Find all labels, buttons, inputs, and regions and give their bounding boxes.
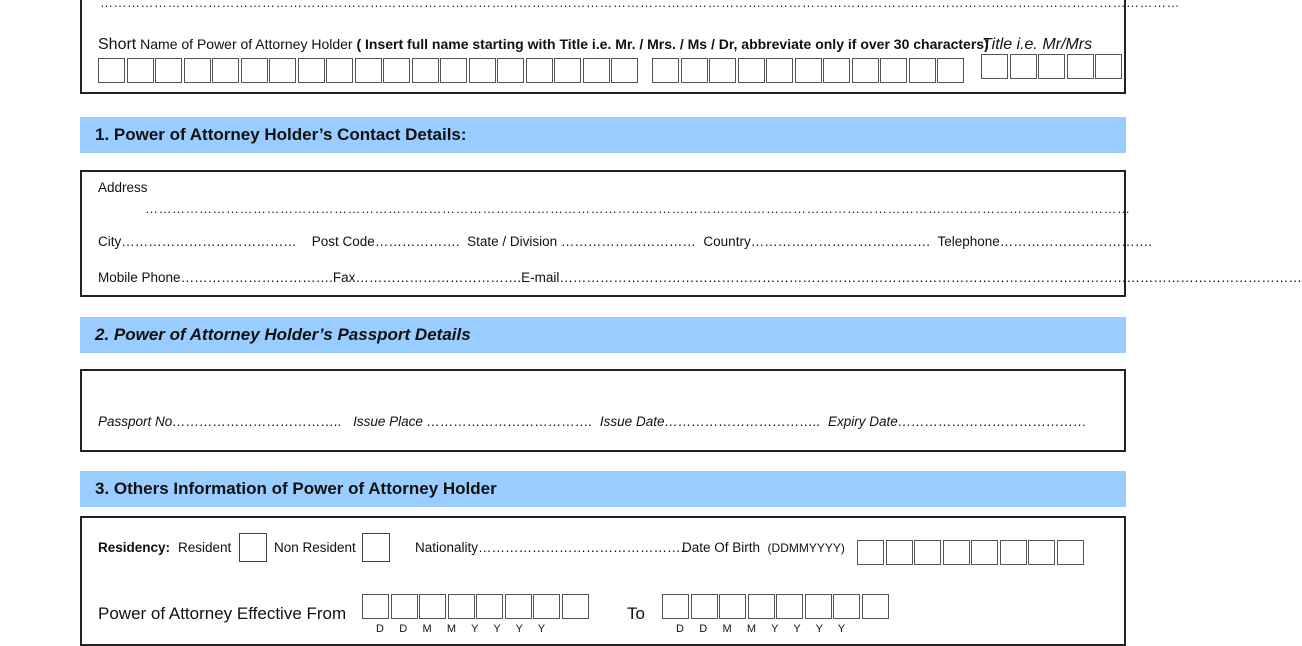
residency-label: Residency: bbox=[98, 540, 171, 555]
address-label: Address bbox=[98, 180, 148, 195]
dob-cells[interactable] bbox=[857, 540, 1085, 565]
non-resident-label: Non Resident bbox=[274, 540, 356, 555]
effective-to-cells[interactable] bbox=[662, 594, 890, 619]
short-name-cells-b[interactable] bbox=[652, 58, 966, 83]
contact-row-2: Mobile Phone…………………………….Fax……………………………….E-mail………………………………………………………………………………………………………………………………………………… bbox=[98, 270, 1302, 285]
effective-from-label: Power of Attorney Effective From bbox=[98, 604, 347, 623]
section1-heading: 1. Power of Attorney Holder’s Contact Details: bbox=[80, 117, 1126, 153]
non-resident-checkbox[interactable] bbox=[362, 533, 390, 562]
title-label: Title i.e. Mr/Mrs bbox=[982, 36, 1093, 53]
title-cells[interactable] bbox=[981, 54, 1124, 79]
resident-checkbox[interactable] bbox=[239, 533, 267, 562]
resident-label: Resident bbox=[178, 540, 232, 555]
nationality-field: Nationality……………………………………….. bbox=[415, 540, 689, 555]
section2-heading: 2. Power of Attorney Holder’s Passport Details bbox=[80, 317, 1126, 353]
passport-details-box bbox=[80, 369, 1126, 452]
from-date-format: D D M M Y Y Y Y bbox=[376, 623, 546, 635]
effective-from-cells[interactable] bbox=[362, 594, 590, 619]
other-info-box bbox=[80, 516, 1126, 646]
to-date-format: D D M M Y Y Y Y bbox=[676, 623, 846, 635]
short-name-label: Short Name of Power of Attorney Holder ( Insert full name starting with Title i.e. Mr. / Mrs. / Ms / Dr, abbreviate only if over 30 characters) bbox=[98, 36, 989, 53]
to-label: To bbox=[627, 604, 645, 623]
short-name-cells-a[interactable] bbox=[98, 58, 640, 83]
address-dots[interactable]: ………………………………………………………………………………………………………………………………………………………………………………………………… bbox=[145, 201, 1131, 216]
section3-heading: 3. Others Information of Power of Attorney Holder bbox=[80, 471, 1126, 507]
top-dotted-line: …………………………………………………………………………………………………………………………………………………………………………………………………………………… bbox=[100, 0, 1180, 10]
passport-row: Passport No……………………………….. Issue Place ………………………………. Issue Date…………………………….. Expiry Date…………………………………… bbox=[98, 414, 1087, 429]
dob-label: Date Of Birth (DDMMYYYY) bbox=[682, 540, 845, 555]
contact-row-1: City………………………………… Post Code………………. State / Division ………………………… Country…………………………………. Telephone……………………………. bbox=[98, 234, 1153, 249]
